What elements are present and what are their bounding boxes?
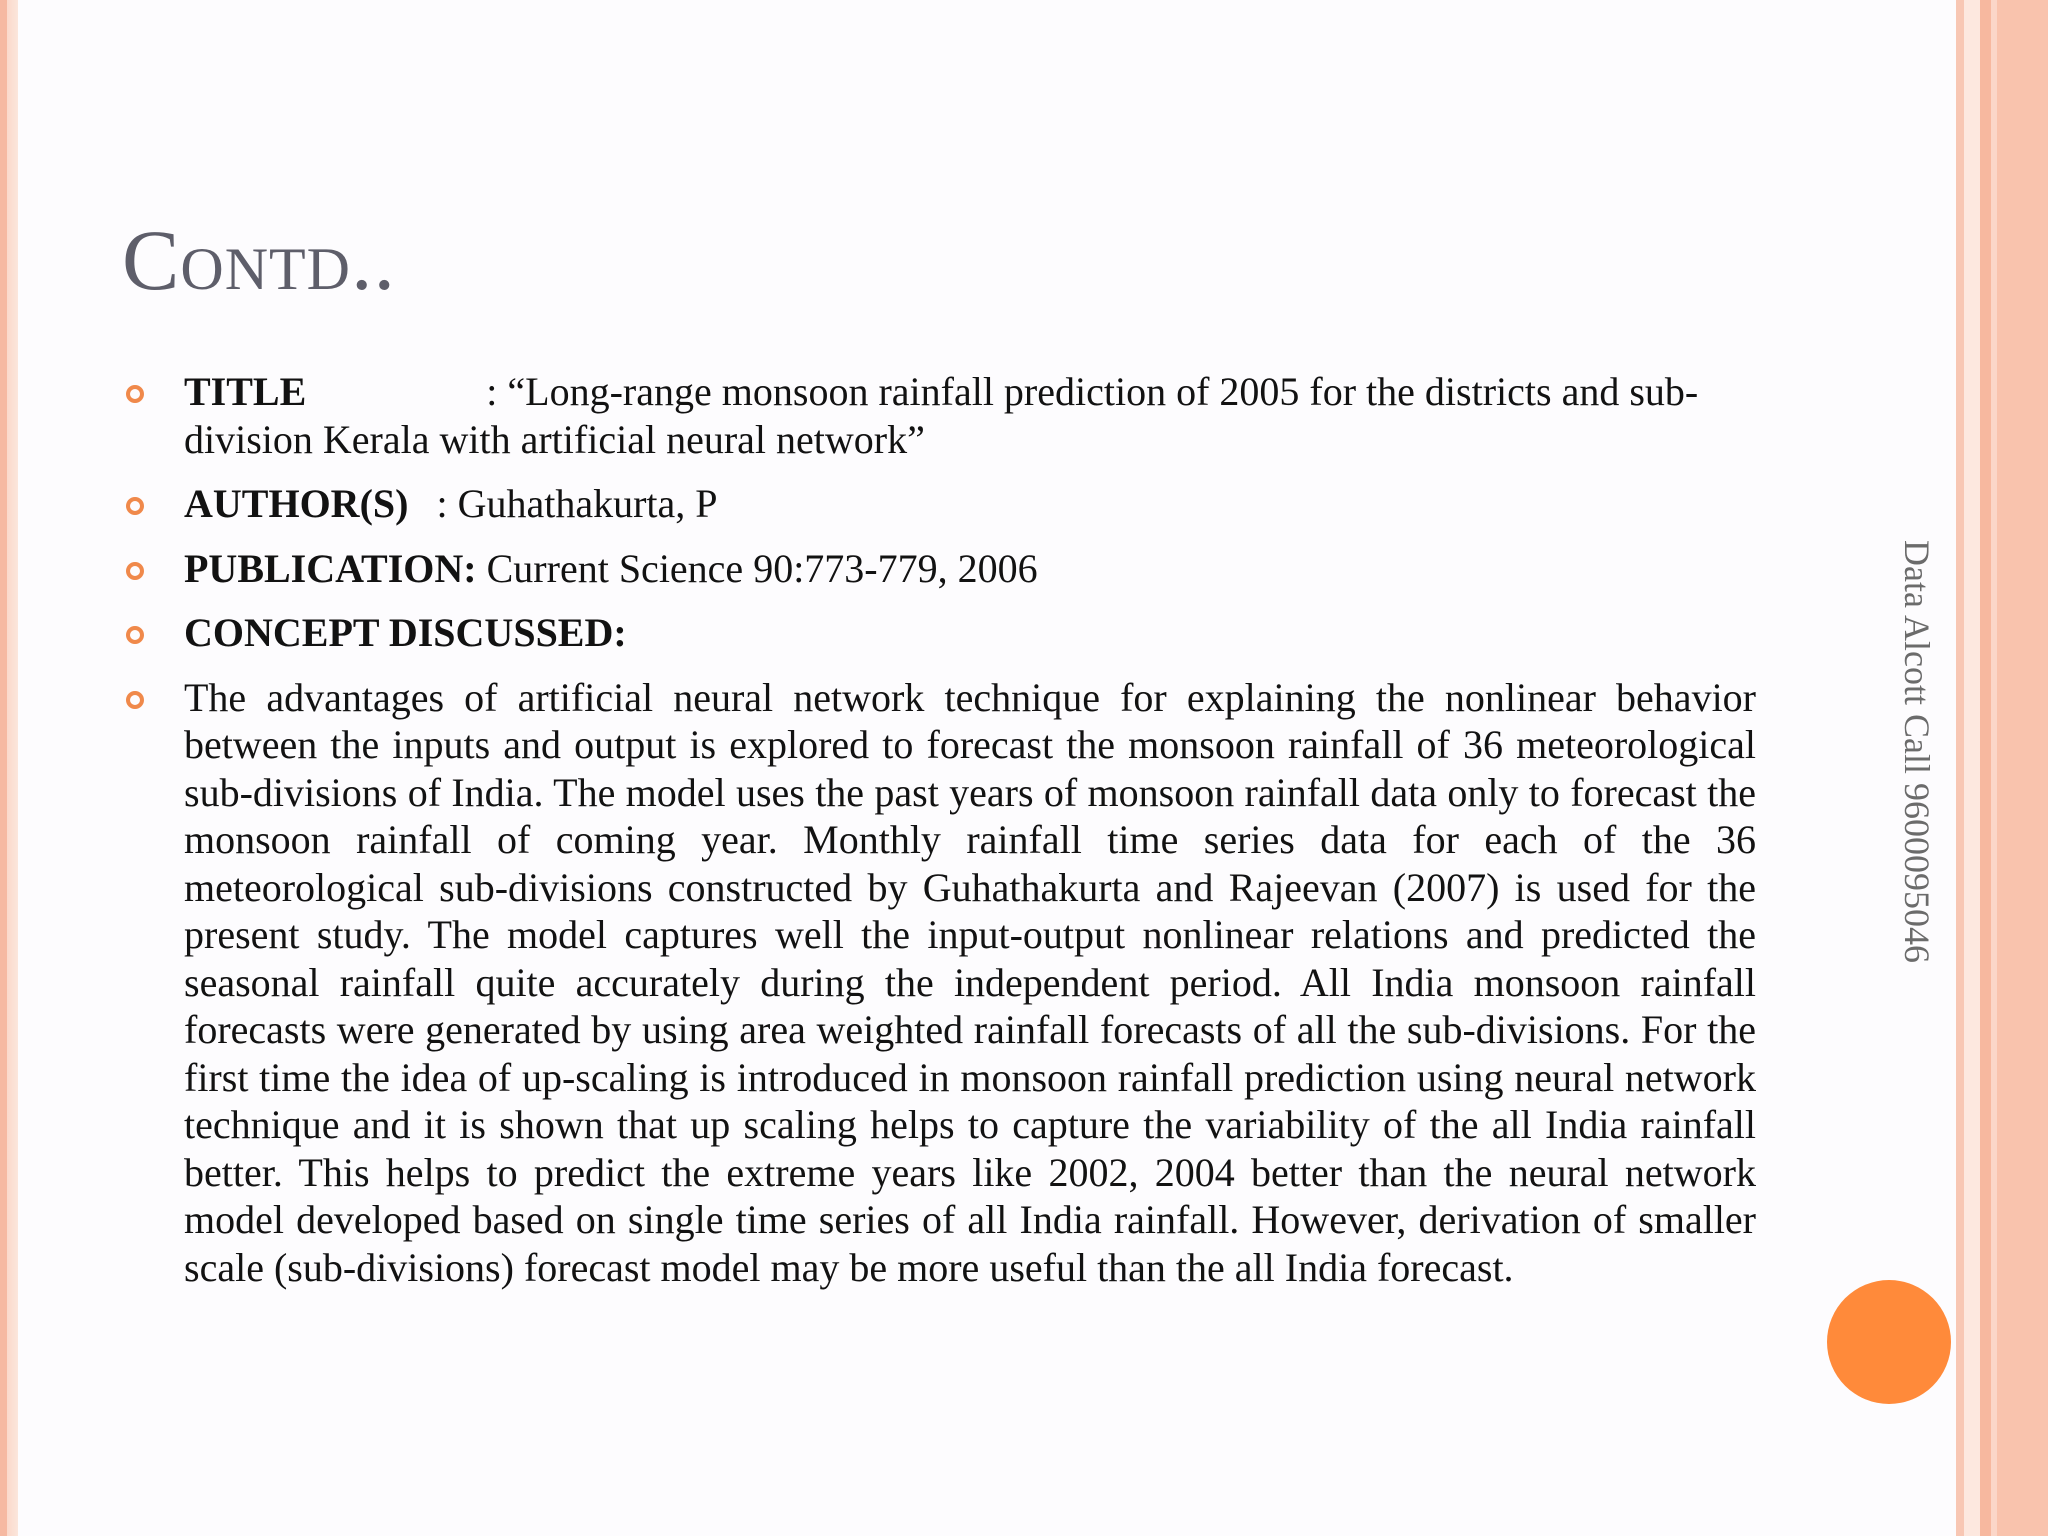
list-item-paragraph: [122, 674, 1756, 1292]
item-label: TITLE: [184, 369, 307, 414]
item-separator: :: [436, 481, 448, 526]
bullet-icon: [126, 626, 144, 644]
list-item-publication: [122, 545, 1756, 593]
right-border-gap: [1964, 0, 1980, 1536]
item-value: “Long-range monsoon rainfall prediction of 2005 for the districts and sub-division Kerala with artificial neural network”: [184, 369, 1699, 462]
item-value: Guhathakurta, P: [457, 481, 718, 526]
concept-paragraph: The advantages of artificial neural network technique for explaining the nonlinear behavior between the inputs and output is explored to forecast the monsoon rainfall of 36 meteorological sub-divisions of India. The model uses the past years of monsoon rainfall data only to forecast the monsoon rainfall of coming year. Monthly rainfall time series data for each of the 36 meteorological sub-divisions constructed by Guhathakurta and Rajeevan (2007) is used for the present study. The model captures well the input-output nonlinear relations and predicted the seasonal rainfall quite accurately during the independent period. All India monsoon rainfall forecasts were generated by using area weighted rainfall forecasts of all the sub-divisions. For the first time the idea of up-scaling is introduced in monsoon rainfall prediction using neural network technique and it is shown that up scaling helps to capture the variability of the all India rainfall better. This helps to predict the extreme years like 2002, 2004 better than the neural network model developed based on single time series of all India rainfall. However, derivation of smaller scale (sub-divisions) forecast model may be more useful than the all India forecast.: [184, 674, 1756, 1290]
list-item-title: [122, 368, 1756, 463]
left-border-stripe: [0, 0, 18, 1536]
bullet-icon: [126, 385, 144, 403]
item-label: AUTHOR(S): [184, 481, 409, 526]
side-contact-text: Data Alcott Call 9600095046: [1897, 540, 1937, 963]
list-item-authors: [122, 480, 1756, 528]
right-border-stripe: [1980, 0, 1991, 1536]
list-item-concept: [122, 609, 1756, 657]
item-label: CONCEPT DISCUSSED:: [184, 610, 627, 655]
bullet-icon: [126, 497, 144, 515]
bullet-icon: [126, 691, 144, 709]
orange-circle-decoration: [1827, 1280, 1951, 1404]
item-label: PUBLICATION:: [184, 545, 477, 591]
right-border-stripe: [1956, 0, 1964, 1536]
slide-title: Contd..: [122, 212, 397, 308]
item-separator: :: [486, 369, 498, 414]
bullet-icon: [126, 562, 144, 580]
item-value: Current Science 90:773-779, 2006: [486, 545, 1038, 591]
slide-content: [122, 368, 1756, 1308]
right-border-stripe: [1997, 0, 2048, 1536]
